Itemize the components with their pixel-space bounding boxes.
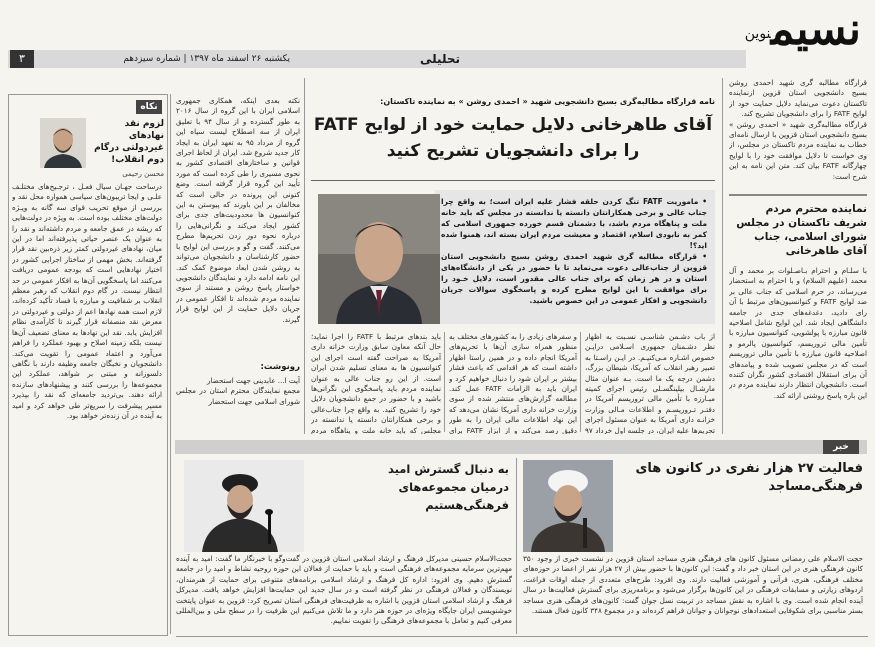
news2-photo	[184, 460, 304, 552]
news1-photo	[523, 460, 613, 552]
right-column-rule	[729, 194, 867, 196]
column-divider	[304, 78, 305, 434]
address-heading: نماینده محترم مردم شریف تاکستان در مجلس شورای اسلامی، جناب آقای طاهرخانی	[736, 203, 867, 257]
speaker-portrait-icon	[184, 460, 304, 552]
news2-headline: به دنبال گسترش امید درمیان مجموعه‌های فرهنگی‌هستیم	[387, 462, 509, 512]
article-column-3: باید بندهای مرتبط با FATF را اجرا نماید؛ حال آنکه معاون سابق وزارت خزانه داری آمریکا به صراحت گفته است اجرای این کنوانسیون ها به معنای تسلیم شدن ایران است. از این رو جناب عالی به عنوان نماینده مردم باید پاسخگوی این نگرانی‌ها باشید و با حضور در جمع دانشجویان دلایل خود را تشریح کنید. به واقع چرا جناب‌عالی و برخی همکارانتان دانسته یا ندانسته در مجلس که باید خانه ملت و پناهگاه مردم	[311, 332, 441, 434]
cleric-portrait-icon	[523, 460, 613, 552]
section-name: تحلیلی	[420, 52, 460, 66]
news-bar	[175, 440, 867, 454]
right-column-intro: قرارگاه مطالبه گری شهید احمدی روشن بسیج دانشجویی استان قزوین ازنماینده تاکستان دعوت می‌نماید دلایل حمایت خود از لوایح FATF را برای دانشجویان تشریح کند. قرارگاه مطالبه‌گری شهید « احمدی روشن » بسیج دانشجویی استان قزوین با ارسال نامه‌ای خطاب به نماینده مردم تاکستان در مجلس، از وی خواست تا دلایل موافقت خود را با لوایح چهارگانه FATF بیان کند. متن این نامه به این شرح است:	[729, 78, 867, 181]
column-divider	[516, 458, 517, 634]
news1-headline: فعالیت ۲۷ هزار نفری در کانون های فرهنگی‌مساجد	[635, 461, 863, 494]
author-name: محسن رحیمی	[122, 170, 164, 178]
page-number: ۳	[10, 50, 34, 68]
right-column-body: با سلـام و احترام بـاصـلوات بر محمد و آل محمد (علیهم السلام) و با احترام به استحضار می‌رساند، در حرم اسلامی که جناب عالی بر ضد لوایح FATF و کنوانسیون‌های مرتبط با آن رای دادید، دغدغه‌های جدی در جامعه دانشگاهی ایجاد شد. این لوایح شامل اصلاحیه قانون مبارزه با پولشویی، کنوانسیون مبارزه با تأمین مالی تروریسم، کنوانسیون پالرمو و اصلاحیه قانون مبارزه با تأمین مالی تروریسم است که در مجلس تصویب شده و پیامدهای آن برای استقلال اقتصادی کشور نگران کننده است. دانشجویان انتظار دارند نماینده مردم در این باره پاسخ روشنی ارائه کند.	[729, 266, 867, 400]
news2-body: حجت‌الاسلام حسینی مدیرکل فرهنگ و ارشاد اسلامی استان قزوین در گفت‌وگو با خبرنگار ما گفت: امید به آینده مهم‌ترین سرمایه مجموعه‌های فرهنگی است و باید با حمایت از فعالان این حوزه روحیه نشاط و امید را در جامعه گسترش دهیم. وی افزود: اداره کل فرهنگ و ارشاد اسلامی برنامه‌های متنوعی برای حمایت از هنرمندان، نویسندگان و فعالان فرهنگی در نظر گرفته است و در سال جدید این حمایت‌ها افزایش خواهد یافت. مدیرکل فرهنگ و ارشاد اسلامی استان قزوین با اشاره به ظرفیت‌های فرهنگی استان تصریح کرد: قزوین به عنوان پایتخت خوشنویسی ایران جایگاه ویژه‌ای در حوزه هنر دارد و ما تلاش می‌کنیم این ظرفیت را در سطح ملی و بین‌المللی معرفی کنیم و تعامل با مجموعه‌های فرهنگی را تقویت نماییم.	[176, 554, 512, 626]
headline-rule	[311, 180, 715, 181]
newspaper-logo	[741, 6, 861, 54]
avatar-icon	[40, 118, 86, 168]
news1-body: حجت الاسلام علی رمضانی مسئول کانون های فرهنگی هنری مساجد استان قزوین در نشست خبری از وجود ۳۵۰ کانون فرهنگی هنری در این استان خبر داد و گفت: این کانون‌ها با حضور بیش از ۲۷ هزار نفر از اعضا در حوزه‌های مختلف فرهنگی، هنری، قرآنی و آموزشی فعالیت دارند. وی افزود: طرح‌های متعددی از جمله اوقات فراغت، اردوهای زیارتی و مسابقات فرهنگی در این کانون‌ها برگزار می‌شود و برنامه‌ریزی برای گسترش فعالیت‌ها در سال آینده انجام شده است. وی با اشاره به نقش مساجد در تربیت نسل جوان گفت: کانون‌های فرهنگی هنری مساجد بستر مناسبی برای شکوفایی استعدادهای نوجوانان و جوانان فراهم کرده‌اند و در مجموع ۳۴۸ کانون فعال هستند.	[523, 554, 863, 616]
column-divider	[580, 332, 581, 432]
left-column-body: نکته بعدی اینکه، همکاری جمهوری اسلامی ایران با این گروه از سال ۲۰۱۶ به طور گسترده و از سال ۹۴ با تعلیق ایران از سه اصطلاح لیست سیاه این گروه از مرداد ۹۵ به تعهد ایران به ایجاد کار جدید شروع شد. ایران از لحاظ اجرای قوانین و ساختارهای اقتصادی کشور به نحوی مسیری را طی کرده است که مورد تأیید این گروه قرار گرفته است. وضع کنونی این پرونده در حالی است که مخالفان بر این باورند که پیوستن به این کنوانسیون ها محدودیت‌های جدی برای کشور ایجاد می‌کند و نگرانی‌هایی را درباره نحوه دور زدن تحریم‌ها مطرح می‌کنند. گفت و گو و بررسی این لوایح با حضور کارشناسان و دانشجویان می‌تواند به روشن شدن ابعاد موضوع کمک کند. این نامه ادامه دارد و نمایندگان دانشجویی خواستار پاسخ روشن و مستند از سوی نماینده مردم شده‌اند تا افکار عمومی در جریان دلایل حمایت از این لوایح قرار گیرند.	[176, 96, 300, 324]
column-divider	[722, 78, 723, 434]
article-kicker: نامه قرارگاه مطالبه‌گری بسیج دانشجویی شهید « احمدی روشن » به نماینده تاکستان:	[380, 97, 715, 106]
article-column-2: و سفرهای زیادی را به کشورهای مختلف به منظور همراه سازی آن‌ها با تحریم‌های آمریکا انجام داده و در همین راستا اظهار داشته است که هر اقدامی که باعث فشار بیشتر بر ایران شود را دنبال خواهیم کرد و ایران باید به الزامات FATF عمل کند. مطالعه گزارش‌های منتشر شده از سوی وزارت خزانه داری آمریکا نشان می‌دهد که این نهاد اطلاعات مالی ایران را به طور دقیق رصد می‌کند و از ابزار FATF برای	[449, 332, 577, 434]
cc-title: رونوشت:	[260, 362, 300, 372]
logo-text: نسیم	[770, 4, 861, 55]
nokteh-body: درساحت جهـان سیال فعـل ، ترجـیح‌های مختلـف علـی و ایجا تریبون‌های سیاسی همواره محل نقد و بررسی از موقع تحریب قوای سه گانه به ویـژه دولت‌های مختلف بوده است. به ویژه در دولت‌هایی که ریشه در عمق جامعه و مردم داشته‌اند و نقد را به عنوان یک عنصر حیاتی پذیرفته‌اند اما در این میان، نهادهای غیردولتی کمتر زیر ذره‌بین نقد قرار گرفته‌اند. بخش مهمی از ساختار اجرایی کشور در اختیار نهادهایی است که بودجه عمومی دریافت می‌کنند اما پاسخگویی آن‌ها به افکار عمومی در حد انتظار نیست. در گام دوم انقلاب که رهبر معظم انقلاب بر شفافیت و مبارزه با فساد تأکید کرده‌اند، لازم است همه نهادها اعم از دولتی و غیردولتی در معرض نقد منصفانه قرار گیرند تا کارآمدی نظام افزایش یابد. نقد این نهادها به معنای تضعیف آن‌ها نیست بلکه زمینه اصلاح و بهبود عملکرد را فراهم می‌آورد و اعتماد عمومی را تقویت می‌کند. دانشجویان و نخبگان جامعه وظیفه دارند با نگاهی دلسوزانه و مبتنی بر شواهد، عملکرد این مجموعه‌ها را بررسی کنند و پیشنهادهای سازنده ارائه دهند. بی‌تردید جامعه‌ای که نقد را بپذیرد مسیر پیشرفت را سریع‌تر طی خواهد کرد و امید به آینده در آن زنده‌تر خواهد بود.	[12, 182, 162, 420]
cc-body: آیت ا... عابدینی جهت استحضار مجمع نمایندگان محترم استان در مجلس شورای اسلامی جهت استحضار	[176, 376, 300, 406]
article-column-1: از باب دشـمن شناسـی نسـبت به اظهار نظر دشـمنان جمهوری اسـلامی درایـن خصوص اشـاره مـی‌کنیـم. در ایـن راسـتا به تعبیر رهبر انقلاب که آمریکا، شیطان بزرگ، دشمن درجه یک ما است. بـه عنوان مثال مارشـال بیلینگسـلی رئیس اجرای کمیته مبـارزه با تأمین مالی تروریسم آمریکا در دفتـر تـروریسـم و اطلاعات مـالی وزارت خزانـه داری آمریکا به عنوان مسئول اجرای تحریم‌ها علیه ایران، در جلسه اول خرداد ۹۷	[585, 332, 715, 434]
nokteh-tag: نکاه	[136, 100, 162, 114]
portrait-icon	[318, 194, 440, 324]
nokteh-title: لزوم نقد نهادهای غیردولتی درگام دوم انقلاب!	[94, 119, 164, 165]
author-avatar	[40, 118, 86, 168]
column-divider	[444, 332, 445, 432]
news-tag: خبر	[823, 440, 859, 454]
article-headline: آقای طاهرخانی دلایل حمایت خود از لوایح FATF را برای دانشجویان تشریح کنید	[313, 115, 713, 161]
logo-subtext: نوین	[744, 26, 771, 42]
bottom-rule	[176, 636, 868, 637]
representative-photo	[318, 194, 440, 324]
issue-date: یکشنبه ۲۶ اسفند ماه ۱۳۹۷ | شماره سیزدهم	[123, 54, 290, 64]
column-divider	[170, 94, 171, 634]
article-quote: • ماموریت FATF تنگ کردن حلقه فشار علیه ایران است؛ به واقع چرا جناب عالی و برخی همکارانتان دانسته یا ندانسته در مجلس که باید خانه ملت و پناهگاه مردم باشد، با دشمنان قسم خورده جمهوری اسلامی که کمر به نابودی اسلام، اقتصاد و معیشت مردم ایران بسته اند، همنوا شده اید؟! • قرارگاه مطالبه گری شهید احمدی روشن بسیج دانشجویی استان قزوین از جناب‌عالی دعوت می‌نماید تا با حضور در یکی از دانشگاه‌های استان و در هر زمان که برای جناب عالی مقدور است، دلایل خـود را برای موافقت با این لوایح مطرح کرده و پاسخگوی سوالات جریان دانشجویی و افکار عمومی در این خصوص باشید.	[441, 197, 707, 305]
